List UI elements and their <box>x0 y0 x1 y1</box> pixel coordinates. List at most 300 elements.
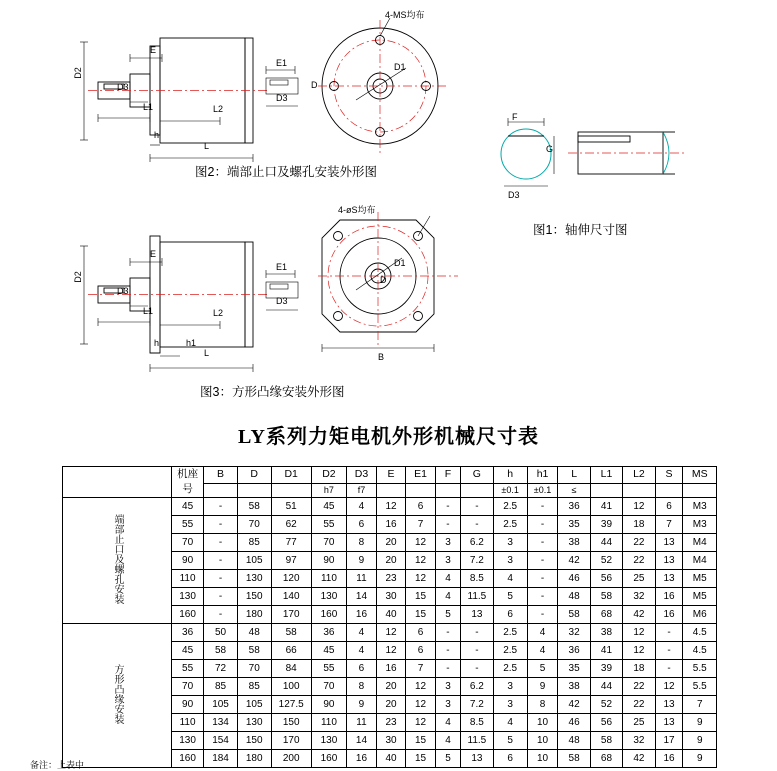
table-cell: 6 <box>406 624 436 642</box>
table-cell: 62 <box>271 516 311 534</box>
table-cell: 5 <box>435 606 460 624</box>
fig2-label-L2: L2 <box>213 104 224 114</box>
table-cell: 12 <box>406 678 436 696</box>
table-cell: 140 <box>271 588 311 606</box>
table-cell: 5 <box>527 660 558 678</box>
table-cell: 110 <box>311 570 346 588</box>
column-header: D <box>237 467 271 484</box>
table-cell: 4 <box>435 732 460 750</box>
fig2-label-L1: L1 <box>143 102 154 112</box>
table-cell: 2.5 <box>493 660 527 678</box>
table-cell: 70 <box>172 534 204 552</box>
table-cell: 12 <box>406 552 436 570</box>
table-cell: 36 <box>172 624 204 642</box>
table-cell: 130 <box>172 732 204 750</box>
table-cell: 130 <box>172 588 204 606</box>
table-cell: 70 <box>172 678 204 696</box>
column-header: D2 <box>311 467 346 484</box>
table-cell: 13 <box>655 552 683 570</box>
table-cell: 2.5 <box>493 516 527 534</box>
table-cell: 4 <box>527 624 558 642</box>
group-label-end-stop: 端部止口及螺孔安装 <box>63 498 172 624</box>
table-cell: 170 <box>271 606 311 624</box>
table-cell: 90 <box>172 552 204 570</box>
column-header: G <box>461 467 494 484</box>
table-cell: 6 <box>347 516 377 534</box>
table-cell: 8 <box>347 534 377 552</box>
table-cell: 4 <box>527 642 558 660</box>
table-cell: - <box>204 534 238 552</box>
table-cell: 12 <box>623 498 655 516</box>
table-cell: 22 <box>623 678 655 696</box>
table-cell: 70 <box>237 516 271 534</box>
fig3-label-D1: D1 <box>394 258 406 268</box>
table-cell: 45 <box>172 642 204 660</box>
table-cell: 16 <box>655 588 683 606</box>
column-subheader <box>204 483 238 497</box>
table-cell: 55 <box>311 516 346 534</box>
table-cell: 3 <box>435 552 460 570</box>
table-cell: 48 <box>558 732 590 750</box>
table-cell: 5 <box>493 732 527 750</box>
dimensions-table <box>62 466 717 768</box>
column-subheader: ≤ <box>558 483 590 497</box>
table-cell: 22 <box>623 696 655 714</box>
fig3-label-L: L <box>204 348 210 358</box>
table-cell: 16 <box>655 606 683 624</box>
table-cell: 7 <box>406 516 436 534</box>
column-subheader <box>623 483 655 497</box>
table-cell: - <box>527 516 558 534</box>
table-cell: 32 <box>623 732 655 750</box>
table-cell: 12 <box>376 624 405 642</box>
column-header: 机座号 <box>172 467 204 498</box>
column-subheader <box>435 483 460 497</box>
table-cell: 42 <box>558 552 590 570</box>
table-cell: 58 <box>204 642 238 660</box>
table-cell: - <box>204 606 238 624</box>
table-cell: 7.2 <box>461 552 494 570</box>
column-header: F <box>435 467 460 484</box>
table-cell: 130 <box>311 732 346 750</box>
table-cell: 12 <box>406 534 436 552</box>
table-cell: 150 <box>237 732 271 750</box>
table-cell: 11.5 <box>461 588 494 606</box>
table-cell: 3 <box>493 552 527 570</box>
table-cell: 150 <box>271 714 311 732</box>
column-subheader <box>590 483 622 497</box>
table-cell: 15 <box>406 606 436 624</box>
table-cell: 9 <box>683 750 717 768</box>
table-cell: 3 <box>493 678 527 696</box>
column-subheader <box>406 483 436 497</box>
table-cell: 36 <box>558 642 590 660</box>
fig2-label-4MS: 4-MS均布 <box>385 10 425 20</box>
table-cell: 55 <box>311 660 346 678</box>
table-cell: 58 <box>237 498 271 516</box>
column-subheader: f7 <box>347 483 377 497</box>
table-cell: 6.2 <box>461 534 494 552</box>
table-cell: 40 <box>376 750 405 768</box>
table-cell: 68 <box>590 606 622 624</box>
table-cell: 5 <box>435 750 460 768</box>
table-cell: 4 <box>435 570 460 588</box>
figure-2-flange-drawing <box>318 16 448 156</box>
table-cell: - <box>461 660 494 678</box>
column-header: D3 <box>347 467 377 484</box>
table-cell: 10 <box>527 750 558 768</box>
table-cell: 58 <box>237 642 271 660</box>
table-cell: 45 <box>311 642 346 660</box>
column-subheader <box>237 483 271 497</box>
table-cell: - <box>435 642 460 660</box>
table-cell: 3 <box>435 696 460 714</box>
fig2-label-D3-left: D3 <box>117 82 129 92</box>
fig2-label-L: L <box>204 141 210 151</box>
fig3-label-D2: D2 <box>72 271 83 283</box>
table-cell: 12 <box>406 570 436 588</box>
table-cell: 13 <box>655 570 683 588</box>
table-cell: 90 <box>172 696 204 714</box>
table-cell: 4 <box>347 624 377 642</box>
table-cell: 14 <box>347 588 377 606</box>
table-cell: - <box>461 624 494 642</box>
table-cell: 44 <box>590 534 622 552</box>
table-cell: 45 <box>311 498 346 516</box>
table-cell: 68 <box>590 750 622 768</box>
table-cell: M3 <box>683 516 717 534</box>
figure-1-drawing <box>490 112 710 192</box>
table-cell: 18 <box>623 660 655 678</box>
figure-3-flange-drawing <box>318 212 458 362</box>
table-cell: - <box>461 498 494 516</box>
table-cell: 127.5 <box>271 696 311 714</box>
column-header: MS <box>683 467 717 484</box>
table-cell: 8 <box>527 696 558 714</box>
fig1-label-D3: D3 <box>508 190 520 200</box>
table-cell: 32 <box>558 624 590 642</box>
table-cell: 13 <box>655 534 683 552</box>
table-cell: 16 <box>376 516 405 534</box>
table-cell: 10 <box>527 732 558 750</box>
table-cell: 16 <box>376 660 405 678</box>
table-cell: 25 <box>623 570 655 588</box>
table-cell: 55 <box>172 516 204 534</box>
column-header: E1 <box>406 467 436 484</box>
table-cell: 20 <box>376 696 405 714</box>
table-cell: - <box>204 570 238 588</box>
table-cell: 134 <box>204 714 238 732</box>
table-cell: 7.2 <box>461 696 494 714</box>
table-cell: 20 <box>376 534 405 552</box>
table-cell: 42 <box>623 750 655 768</box>
table-cell: 48 <box>237 624 271 642</box>
table-cell: 14 <box>347 732 377 750</box>
table-cell: - <box>527 570 558 588</box>
table-cell: 30 <box>376 732 405 750</box>
table-cell: 15 <box>406 588 436 606</box>
table-cell: 130 <box>237 714 271 732</box>
group-label-square-flange: 方形凸缘安装 <box>63 624 172 768</box>
table-cell: 3 <box>435 678 460 696</box>
table-header-row <box>63 467 717 484</box>
table-cell: 90 <box>311 696 346 714</box>
table-cell: - <box>527 552 558 570</box>
table-cell: - <box>527 606 558 624</box>
table-cell: 105 <box>237 552 271 570</box>
table-cell: 11 <box>347 714 377 732</box>
fig3-label-4S: 4-øS均布 <box>338 205 376 215</box>
table-cell: - <box>204 498 238 516</box>
table-cell: 12 <box>623 624 655 642</box>
table-cell: 2.5 <box>493 498 527 516</box>
table-cell: 52 <box>590 696 622 714</box>
table-cell: 3 <box>435 534 460 552</box>
table-cell: 4 <box>347 642 377 660</box>
fig2-label-E: E <box>150 45 157 55</box>
table-cell: 4 <box>347 498 377 516</box>
table-cell: 110 <box>172 570 204 588</box>
table-cell: 58 <box>558 606 590 624</box>
table-cell: - <box>435 498 460 516</box>
table-cell: 25 <box>623 714 655 732</box>
table-cell: 35 <box>558 516 590 534</box>
table-note: 备注：上表中…… <box>30 760 103 770</box>
table-cell: 12 <box>406 696 436 714</box>
table-cell: 52 <box>590 552 622 570</box>
table-cell: 48 <box>558 588 590 606</box>
table-cell: 12 <box>623 642 655 660</box>
table-cell: - <box>655 642 683 660</box>
table-cell: 12 <box>655 678 683 696</box>
table-cell: 16 <box>655 750 683 768</box>
table-cell: 105 <box>237 696 271 714</box>
table-cell: 56 <box>590 714 622 732</box>
table-cell: 51 <box>271 498 311 516</box>
table-cell: 4.5 <box>683 642 717 660</box>
table-cell: 70 <box>237 660 271 678</box>
table-cell: 5.5 <box>683 660 717 678</box>
table-cell: 13 <box>461 750 494 768</box>
table-cell: 38 <box>590 624 622 642</box>
table-cell: 58 <box>271 624 311 642</box>
column-header: S <box>655 467 683 484</box>
table-cell: 3 <box>493 696 527 714</box>
table-row <box>63 498 717 516</box>
table-cell: 8 <box>347 678 377 696</box>
table-cell: 85 <box>237 678 271 696</box>
table-cell: 11.5 <box>461 732 494 750</box>
table-cell: - <box>461 642 494 660</box>
table-cell: 10 <box>527 714 558 732</box>
fig3-label-D: D <box>380 275 387 285</box>
table <box>62 466 717 768</box>
table-cell: 55 <box>172 660 204 678</box>
table-cell: 13 <box>655 696 683 714</box>
table-cell: 58 <box>558 750 590 768</box>
column-subheader: ±0.1 <box>527 483 558 497</box>
table-cell: 4 <box>435 588 460 606</box>
table-cell: 97 <box>271 552 311 570</box>
table-cell: 12 <box>376 642 405 660</box>
table-cell: 56 <box>590 570 622 588</box>
column-header: D1 <box>271 467 311 484</box>
fig3-label-L1: L1 <box>143 306 154 316</box>
fig1-label-F: F <box>512 112 518 122</box>
fig3-label-h: h <box>154 338 160 348</box>
table-cell: 8.5 <box>461 714 494 732</box>
table-cell: M3 <box>683 498 717 516</box>
table-cell: - <box>655 660 683 678</box>
table-cell: - <box>461 516 494 534</box>
table-cell: 9 <box>347 552 377 570</box>
fig2-label-D3-right: D3 <box>276 93 288 103</box>
fig1-label-G: G <box>546 144 554 154</box>
table-cell: 100 <box>271 678 311 696</box>
column-subheader <box>655 483 683 497</box>
table-cell: 84 <box>271 660 311 678</box>
table-cell: 180 <box>237 750 271 768</box>
table-cell: 4 <box>493 714 527 732</box>
table-cell: 105 <box>204 696 238 714</box>
table-cell: 6 <box>347 660 377 678</box>
table-cell: 12 <box>376 498 405 516</box>
table-cell: 70 <box>311 534 346 552</box>
table-cell: 42 <box>558 696 590 714</box>
table-cell: 150 <box>237 588 271 606</box>
table-cell: 85 <box>204 678 238 696</box>
table-cell: 58 <box>590 588 622 606</box>
table-cell: 7 <box>406 660 436 678</box>
table-cell: 15 <box>406 750 436 768</box>
table-cell: 20 <box>376 678 405 696</box>
table-cell: 11 <box>347 570 377 588</box>
table-cell: M5 <box>683 588 717 606</box>
table-cell: 17 <box>655 732 683 750</box>
fig2-label-h: h <box>154 130 160 140</box>
table-cell: 160 <box>172 606 204 624</box>
table-cell: 66 <box>271 642 311 660</box>
table-cell: M5 <box>683 570 717 588</box>
table-cell: 110 <box>311 714 346 732</box>
table-cell: 6 <box>406 642 436 660</box>
table-cell: 16 <box>347 750 377 768</box>
table-row <box>63 624 717 642</box>
table-cell: - <box>527 534 558 552</box>
table-cell: 13 <box>655 714 683 732</box>
table-cell: 45 <box>172 498 204 516</box>
column-subheader: h7 <box>311 483 346 497</box>
table-cell: 120 <box>271 570 311 588</box>
table-cell: - <box>527 588 558 606</box>
column-header: L <box>558 467 590 484</box>
table-cell: 8.5 <box>461 570 494 588</box>
table-cell: 2.5 <box>493 624 527 642</box>
column-header: h1 <box>527 467 558 484</box>
table-cell: 41 <box>590 642 622 660</box>
table-cell: 160 <box>311 606 346 624</box>
table-cell: - <box>435 660 460 678</box>
table-cell: 36 <box>558 498 590 516</box>
table-cell: 36 <box>311 624 346 642</box>
table-cell: 7 <box>655 516 683 534</box>
table-cell: 46 <box>558 714 590 732</box>
table-cell: 6 <box>406 498 436 516</box>
column-header: E <box>376 467 405 484</box>
table-cell: 22 <box>623 552 655 570</box>
table-cell: 5.5 <box>683 678 717 696</box>
table-cell: 72 <box>204 660 238 678</box>
table-cell: 35 <box>558 660 590 678</box>
table-cell: 22 <box>623 534 655 552</box>
table-cell: 9 <box>347 696 377 714</box>
table-cell: 130 <box>237 570 271 588</box>
column-subheader <box>271 483 311 497</box>
table-cell: 9 <box>683 714 717 732</box>
table-cell: 32 <box>623 588 655 606</box>
table-cell: - <box>655 624 683 642</box>
table-cell: 2.5 <box>493 642 527 660</box>
figure-2-drawing <box>70 18 330 178</box>
table-cell: 6 <box>493 750 527 768</box>
table-cell: 38 <box>558 534 590 552</box>
table-cell: 200 <box>271 750 311 768</box>
table-cell: 58 <box>590 732 622 750</box>
figure-1-caption: 图1：轴伸尺寸图 <box>533 223 628 237</box>
table-cell: 70 <box>311 678 346 696</box>
table-cell: 160 <box>172 750 204 768</box>
fig2-label-D1: D1 <box>394 62 406 72</box>
fig3-label-h1: h1 <box>186 338 197 348</box>
table-cell: 9 <box>683 732 717 750</box>
figure-3-drawing <box>70 222 330 382</box>
table-cell: 160 <box>311 750 346 768</box>
table-cell: 7 <box>683 696 717 714</box>
table-cell: 38 <box>558 678 590 696</box>
fig3-label-D3-right: D3 <box>276 296 288 306</box>
table-cell: 12 <box>406 714 436 732</box>
table-cell: 18 <box>623 516 655 534</box>
fig2-label-D: D <box>311 80 318 90</box>
table-cell: 4.5 <box>683 624 717 642</box>
table-cell: 13 <box>461 606 494 624</box>
table-cell: 154 <box>204 732 238 750</box>
table-cell: 23 <box>376 570 405 588</box>
figure-2-caption: 图2：端部止口及螺孔安装外形图 <box>195 165 377 179</box>
table-cell: 41 <box>590 498 622 516</box>
fig3-label-B: B <box>378 352 385 362</box>
column-subheader <box>683 483 717 497</box>
table-cell: 6 <box>655 498 683 516</box>
table-cell: 130 <box>311 588 346 606</box>
table-cell: 39 <box>590 516 622 534</box>
fig3-label-E: E <box>150 249 157 259</box>
table-cell: 3 <box>493 534 527 552</box>
group-col-header <box>63 467 172 498</box>
fig2-label-E1: E1 <box>276 58 288 68</box>
column-subheader: ±0.1 <box>493 483 527 497</box>
table-cell: 15 <box>406 732 436 750</box>
table-cell: 44 <box>590 678 622 696</box>
table-cell: 20 <box>376 552 405 570</box>
table-cell: 85 <box>237 534 271 552</box>
table-cell: - <box>435 624 460 642</box>
fig3-label-L2: L2 <box>213 308 224 318</box>
table-cell: 6.2 <box>461 678 494 696</box>
page-title: LY系列力矩电机外形机械尺寸表 <box>238 426 539 448</box>
column-header: B <box>204 467 238 484</box>
column-header: L2 <box>623 467 655 484</box>
